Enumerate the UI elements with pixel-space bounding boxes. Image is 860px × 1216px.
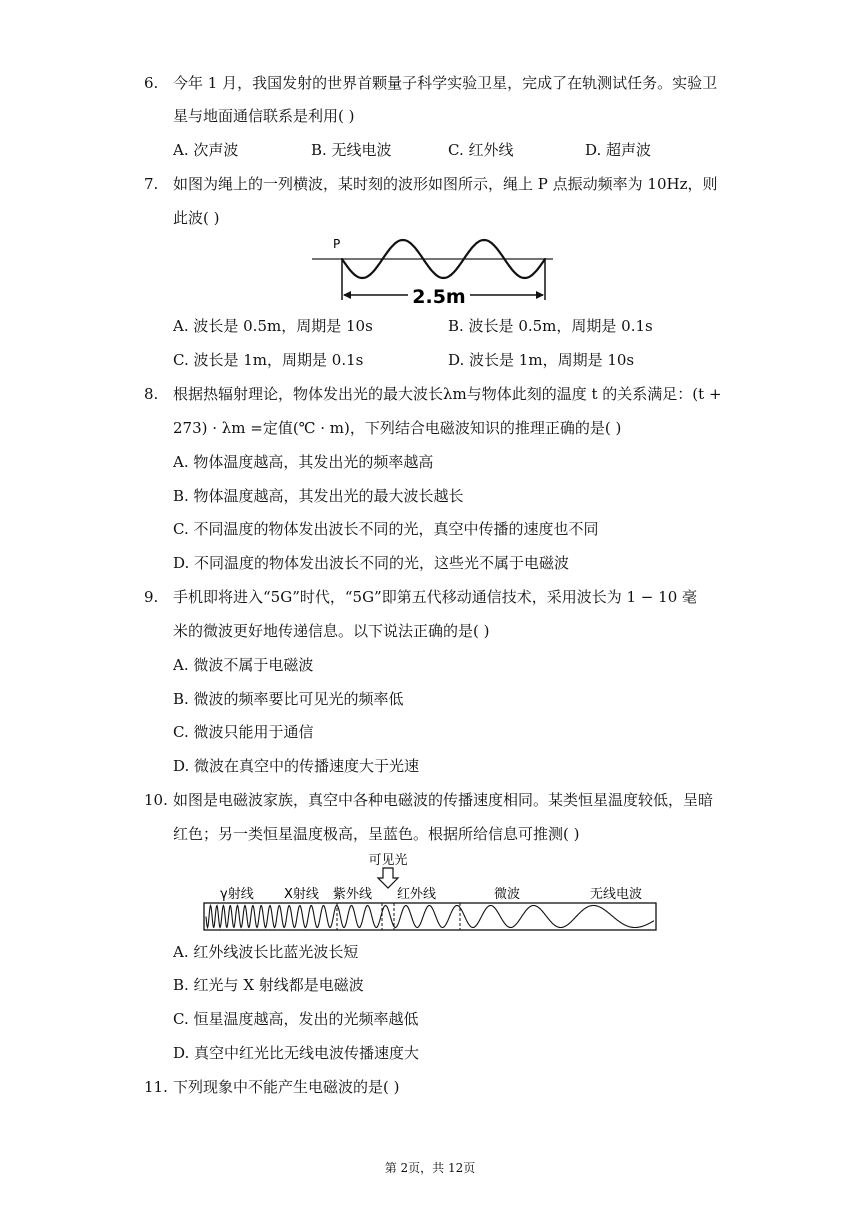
microwave-label: 微波 bbox=[494, 887, 521, 902]
down-arrow-icon bbox=[378, 868, 398, 888]
option-c: C. 波长是 1m，周期是 0.1s bbox=[173, 351, 364, 369]
uv-label: 紫外线 bbox=[333, 887, 373, 902]
visible-light-label: 可见光 bbox=[368, 853, 408, 868]
option-b: B. 波长是 0.5m，周期是 0.1s bbox=[448, 317, 653, 335]
em-spectrum-figure bbox=[200, 848, 660, 934]
option-c: C. 恒星温度越高，发出的光频率越低 bbox=[173, 1010, 419, 1028]
xray-label: X射线 bbox=[284, 887, 319, 902]
question-text: 下列现象中不能产生电磁波的是( ) bbox=[173, 1078, 400, 1096]
question-number: 11. bbox=[144, 1078, 168, 1096]
question-text: 星与地面通信联系是利用( ) bbox=[173, 107, 355, 125]
question-text: 根据热辐射理论，物体发出光的最大波长λm与物体此刻的温度 t 的关系满足：(t + bbox=[173, 385, 722, 403]
ir-label: 红外线 bbox=[397, 887, 437, 902]
question-number: 7. bbox=[144, 175, 159, 193]
option-b: B. 微波的频率要比可见光的频率低 bbox=[173, 690, 404, 708]
option-d: D. 微波在真空中的传播速度大于光速 bbox=[173, 757, 420, 775]
option-a: A. 物体温度越高，其发出光的频率越高 bbox=[173, 453, 434, 471]
option-c: C. 不同温度的物体发出波长不同的光，真空中传播的速度也不同 bbox=[173, 520, 599, 538]
question-text: 今年 1 月，我国发射的世界首颗量子科学实验卫星，完成了在轨测试任务。实验卫 bbox=[173, 74, 718, 92]
option-b: B. 红光与 X 射线都是电磁波 bbox=[173, 976, 364, 994]
question-text: 红色；另一类恒星温度极高，呈蓝色。根据所给信息可推测( ) bbox=[173, 825, 580, 843]
option-a: A. 红外线波长比蓝光波长短 bbox=[173, 943, 359, 961]
gamma-label: γ射线 bbox=[220, 887, 254, 902]
question-number: 10. bbox=[144, 791, 168, 809]
question-number: 9. bbox=[144, 588, 159, 606]
length-label: 2.5m bbox=[412, 286, 466, 308]
question-text: 手机即将进入“5G”时代，“5G”即第五代移动通信技术，采用波长为 1 − 10 毫 bbox=[173, 588, 697, 606]
option-a: A. 波长是 0.5m，周期是 10s bbox=[173, 317, 373, 335]
option-c: C. 微波只能用于通信 bbox=[173, 723, 314, 741]
option-a: A. 微波不属于电磁波 bbox=[173, 656, 314, 674]
question-text: 如图为绳上的一列横波，某时刻的波形如图所示，绳上 P 点振动频率为 10Hz，则 bbox=[173, 175, 718, 193]
transverse-wave-figure bbox=[310, 234, 555, 308]
radio-label: 无线电波 bbox=[590, 887, 643, 902]
question-text: 此波( ) bbox=[173, 209, 220, 227]
question-text: 如图是电磁波家族，真空中各种电磁波的传播速度相同。某类恒星温度较低，呈暗 bbox=[173, 791, 714, 809]
point-p-label: P bbox=[333, 237, 341, 251]
option-c: C. 红外线 bbox=[448, 141, 514, 159]
question-text: 273) · λm =定值(℃ · m)，下列结合电磁波知识的推理正确的是( ) bbox=[173, 419, 622, 437]
question-number: 8. bbox=[144, 385, 159, 403]
option-d: D. 真空中红光比无线电波传播速度大 bbox=[173, 1044, 420, 1062]
question-text: 米的微波更好地传递信息。以下说法正确的是( ) bbox=[173, 622, 490, 640]
option-d: D. 波长是 1m，周期是 10s bbox=[448, 351, 635, 369]
option-b: B. 物体温度越高，其发出光的最大波长越长 bbox=[173, 487, 464, 505]
option-a: A. 次声波 bbox=[173, 141, 239, 159]
page-footer: 第 2页，共 12页 bbox=[384, 1161, 476, 1175]
option-b: B. 无线电波 bbox=[311, 141, 392, 159]
option-d: D. 不同温度的物体发出波长不同的光，这些光不属于电磁波 bbox=[173, 554, 570, 572]
question-number: 6. bbox=[144, 74, 159, 92]
option-d: D. 超声波 bbox=[585, 141, 652, 159]
